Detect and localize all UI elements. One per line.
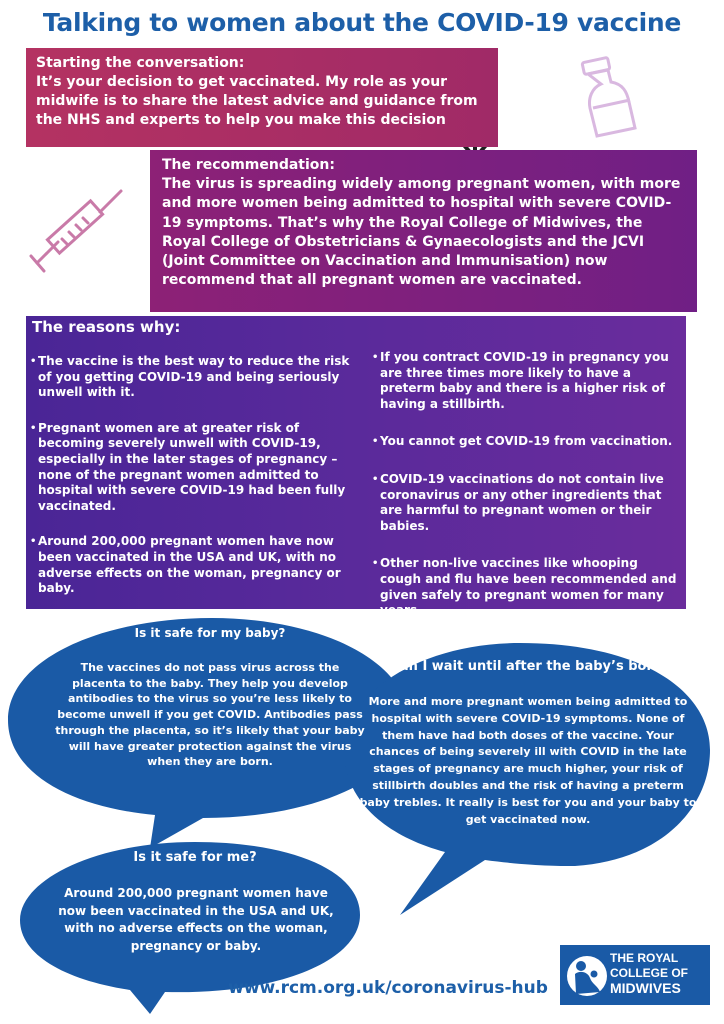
list-item [30,354,366,401]
list-item [372,434,682,450]
bubble-baby-question: Is it safe for my baby? [134,626,286,640]
logo-line: THE ROYAL [610,951,679,965]
bubble-baby-answer: The vaccines do not pass virus across the placenta to the baby. They help you develop antibodies to the virus so you’re less likely to become unwell if you get COVID. Antibodies pass through the placenta, so it’s likely that your baby will have greater protection against the virus when they are born. [55,661,365,769]
reason-text: Pregnant women are at greater risk of becoming severely unwell with COVID-19, especially in the later stages of pregnancy – none of the pregnant women admitted to hospital with severe COVID-19 had been fully vaccinated. [38,420,346,513]
reason-text: If you contract COVID-19 in pregnancy you are three times more likely to have a preterm baby and there is a higher risk of having a stillbirth. [380,350,669,411]
bullet-icon: • [30,356,37,367]
logo-line: MIDWIVES [610,980,681,996]
conversation-body: It’s your decision to get vaccinated. My role as your midwife is to share the latest advice and guidance from the NHS and experts to help you make this decision [36,74,478,128]
reason-text: COVID-19 vaccinations do not contain live coronavirus or any other ingredients that are harmful to pregnant women or their babies. [380,471,664,533]
list-item [372,472,682,534]
bubble-me-answer: Around 200,000 pregnant women have now been vaccinated in the USA and UK, with no adverse effects on the woman, pregnancy or baby. [58,886,334,953]
list-item [30,421,366,515]
reasons-heading: The reasons why: [32,318,181,336]
reason-text: Other non-live vaccines like whooping cough and flu have been recommended and given safely to pregnant women for many years. [380,556,677,618]
reason-text: The vaccine is the best way to reduce the risk of you getting COVID-19 and being seriously unwell with it. [38,354,350,400]
page-title: Talking to women about the COVID-19 vaccine [42,8,682,37]
bullet-icon: • [30,422,37,434]
bullet-icon: • [372,558,379,570]
list-item [372,350,682,412]
bullet-icon: • [372,352,379,363]
bullet-icon: • [30,536,37,548]
reason-text: You cannot get COVID-19 from vaccination. [380,434,673,449]
list-item [372,556,682,618]
bullet-icon: • [372,473,379,485]
reasons-box [26,316,686,618]
bubble-me-question: Is it safe for me? [133,850,257,865]
reason-text: Around 200,000 pregnant women have now been vaccinated in the USA and UK, with no adverse effects on the woman, pregnancy or baby. [38,534,341,596]
logo-text [610,951,688,996]
conversation-box [26,48,498,147]
logo-line: COLLEGE OF [610,966,688,980]
syringe-icon [24,186,128,284]
conversation-heading: Starting the conversation: [36,55,245,71]
reasons-left-column [30,354,366,597]
recommendation-box [150,150,697,312]
website-link[interactable]: www.rcm.org.uk/coronavirus-hub [228,978,548,998]
midwife-logo-icon [566,952,608,1000]
rcm-logo [560,945,710,1005]
vial-icon [575,56,645,138]
bubble-wait-question: Can I wait until after the baby’s born? [390,659,670,674]
recommendation-heading: The recommendation: [162,157,335,173]
reasons-right-column [372,350,682,619]
bullet-icon: • [372,436,379,448]
bubble-wait-answer: More and more pregnant women being admitted to hospital with severe COVID-19 symptoms. None of them have had both doses of the vaccine. Your chances of being severely ill with COVID in the late stages of pregnancy are much higher, your risk of stillbirth doubles and the risk of having a preterm baby trebles. It really is best for you and your baby to get vaccinated now. [359,695,697,826]
list-item [30,534,366,596]
recommendation-body: The virus is spreading widely among pregnant women, with more and more women being admitted to hospital with severe COVID-19 symptoms. That’s why the Royal College of Midwives, the Royal College of Obstetricians & Gynaecologists and the JCVI (Joint Committee on Vaccination and Immunisation) now recommend that all pregnant women are vaccinated. [162,176,681,289]
